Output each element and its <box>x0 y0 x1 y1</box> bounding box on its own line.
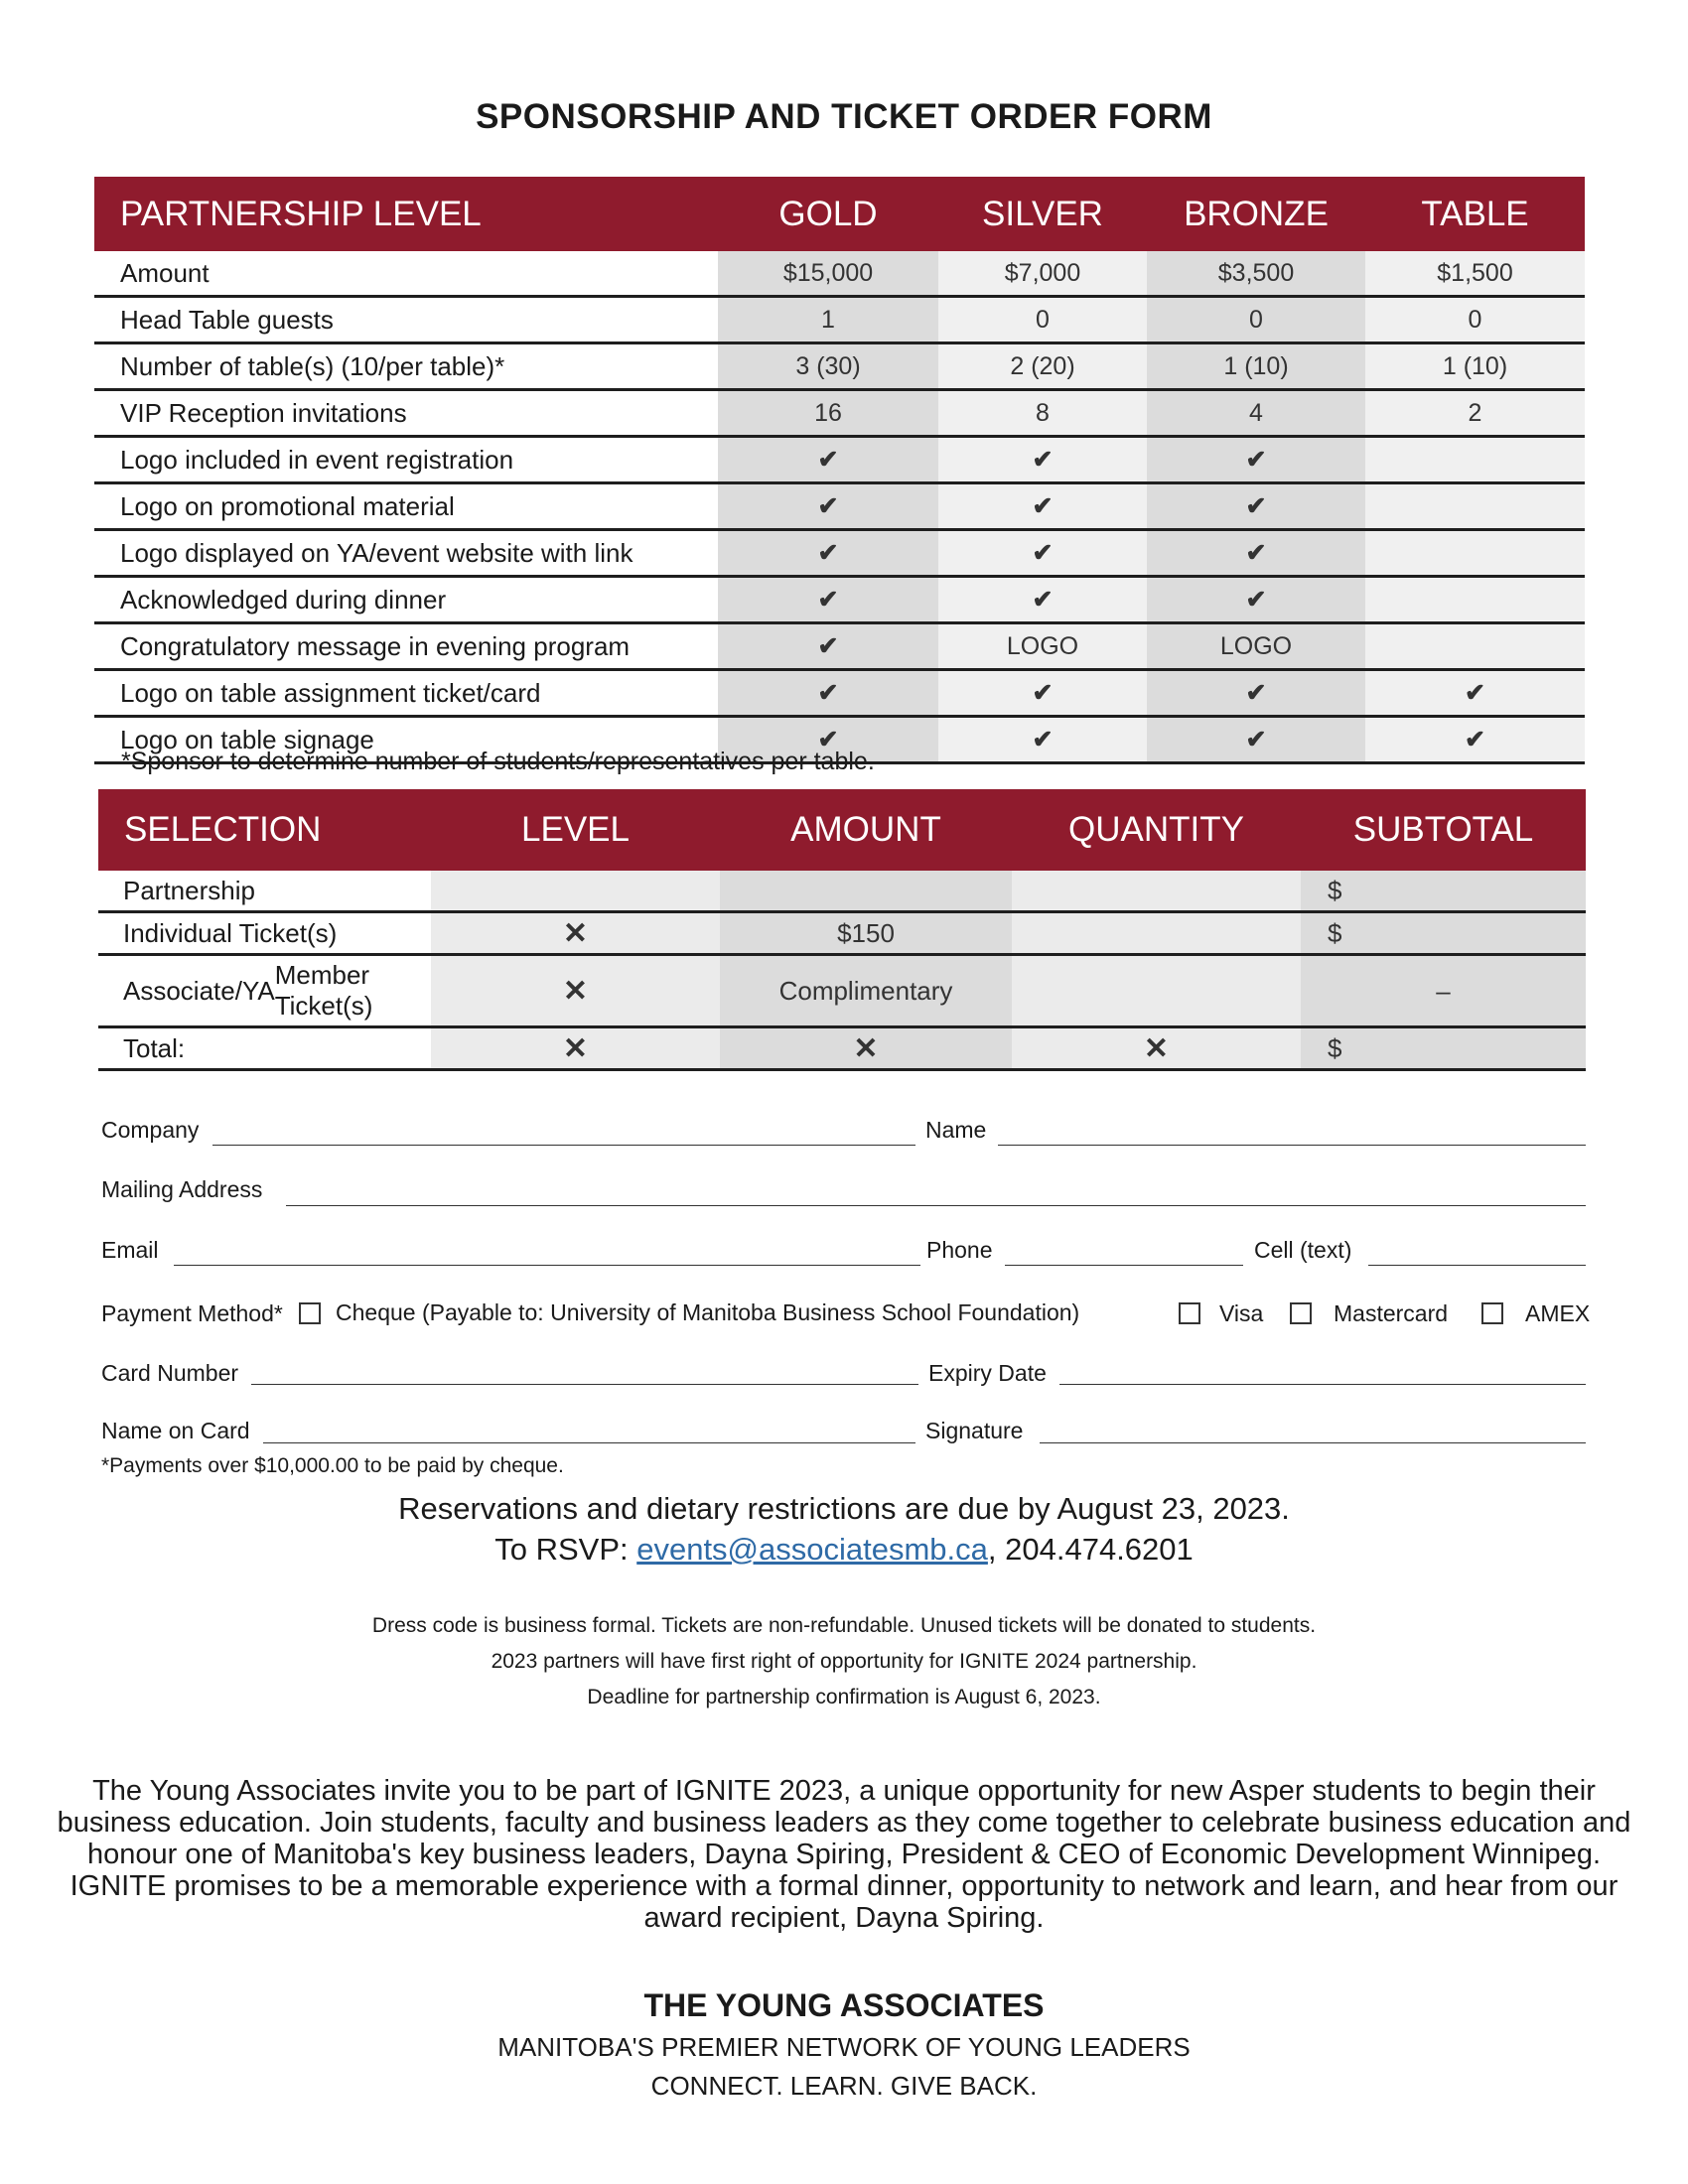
payment-method-label: Payment Method* <box>101 1300 283 1326</box>
amex-checkbox[interactable] <box>1481 1302 1503 1324</box>
checkmark-icon: ✔ <box>718 531 938 575</box>
selection-table <box>98 789 1586 1071</box>
visa-checkbox[interactable] <box>1179 1302 1200 1324</box>
quantity-cell[interactable] <box>1012 913 1301 953</box>
expiry-date-field[interactable] <box>1059 1384 1586 1385</box>
partnership-row-label: Amount <box>94 251 718 295</box>
cell-field[interactable] <box>1368 1265 1586 1266</box>
partnership-row-label: Logo displayed on YA/event website with link <box>94 531 718 575</box>
name-on-card-label: Name on Card <box>101 1418 250 1443</box>
checkmark-icon: ✔ <box>1365 671 1585 715</box>
checkmark-icon: ✔ <box>938 671 1147 715</box>
partnership-row <box>94 438 1585 484</box>
header-subtotal: SUBTOTAL <box>1352 810 1534 849</box>
email-field[interactable] <box>174 1265 920 1266</box>
x-mark-icon: ✕ <box>1012 1028 1301 1068</box>
org-tagline-1: MANITOBA'S PREMIER NETWORK OF YOUNG LEADERS <box>497 2032 1191 2062</box>
subtotal-cell[interactable]: $ <box>1301 1028 1586 1068</box>
row-label: Individual Ticket(s) <box>98 913 431 953</box>
table-value: 2 <box>1365 391 1585 435</box>
partnership-row-label: Logo on table signage <box>94 718 718 761</box>
partnership-row <box>94 484 1585 531</box>
gold-value: 3 (30) <box>718 344 938 388</box>
selection-row-associate <box>98 956 1586 1028</box>
partnership-row <box>94 578 1585 624</box>
visa-label: Visa <box>1219 1300 1264 1326</box>
silver-value: $7,000 <box>938 251 1147 295</box>
silver-value: 2 (20) <box>938 344 1147 388</box>
partnership-table-body <box>94 251 1585 764</box>
phone-label: Phone <box>926 1237 993 1263</box>
event-notes <box>0 1608 1688 1715</box>
expiry-date-label: Expiry Date <box>928 1360 1047 1386</box>
org-name: THE YOUNG ASSOCIATES <box>643 1987 1045 2023</box>
checkmark-icon: ✔ <box>938 484 1147 528</box>
table-footnote: *Sponsor to determine number of students/representatives per table. <box>121 748 875 775</box>
payment-note: *Payments over $10,000.00 to be paid by cheque. <box>101 1454 564 1477</box>
quantity-cell[interactable] <box>1012 956 1301 1025</box>
table-value <box>1365 484 1585 528</box>
selection-row-total <box>98 1028 1586 1071</box>
cheque-checkbox[interactable] <box>299 1302 321 1324</box>
table-value <box>1365 624 1585 668</box>
checkmark-icon: ✔ <box>1147 484 1365 528</box>
subtotal-cell: – <box>1301 956 1586 1025</box>
selection-row-partnership <box>98 871 1586 913</box>
row-label <box>98 956 431 1025</box>
gold-value: 16 <box>718 391 938 435</box>
checkmark-icon: ✔ <box>1147 578 1365 621</box>
row-label: Total: <box>98 1028 431 1068</box>
gold-value: $15,000 <box>718 251 938 295</box>
subtotal-cell[interactable]: $ <box>1301 913 1586 953</box>
bronze-value: 4 <box>1147 391 1365 435</box>
mastercard-label: Mastercard <box>1334 1300 1449 1326</box>
partnership-row <box>94 298 1585 344</box>
intro-paragraph: The Young Associates invite you to be part of IGNITE 2023, a unique opportunity for new Asper students to begin their business education. Join students, faculty and business leaders as they come together to celebrate business education and honour one of Manitoba's key business leaders, Dayna Spiring, President & CEO of Economic Development Winnipeg. IGNITE promises to be a memorable experience with a formal dinner, opportunity to network and learn, and hear from our award recipient, Dayna Spiring. <box>57 1775 1631 1934</box>
partnership-table <box>94 177 1585 764</box>
header-level: LEVEL <box>521 810 630 849</box>
checkmark-icon: ✔ <box>938 718 1147 761</box>
card-number-label: Card Number <box>101 1360 239 1386</box>
partnership-row-label: Head Table guests <box>94 298 718 341</box>
mailing-address-field[interactable] <box>286 1205 1586 1206</box>
header-gold: GOLD <box>778 194 878 233</box>
page-title: SPONSORSHIP AND TICKET ORDER FORM <box>476 97 1212 136</box>
row-label-line1: Associate/YA <box>123 975 275 1006</box>
checkmark-icon: ✔ <box>718 718 938 761</box>
note-deadline: Deadline for partnership confirmation is August 6, 2023. <box>587 1686 1101 1708</box>
mailing-address-label: Mailing Address <box>101 1176 263 1202</box>
row-label-line2: Member Ticket(s) <box>274 960 373 1021</box>
checkmark-icon: ✔ <box>938 578 1147 621</box>
partnership-row <box>94 671 1585 718</box>
subtotal-cell[interactable]: $ <box>1301 871 1586 910</box>
gold-value: 1 <box>718 298 938 341</box>
signature-field[interactable] <box>1040 1442 1586 1443</box>
rsvp-email-link[interactable]: events@associatesmb.ca <box>636 1532 988 1567</box>
partnership-row <box>94 624 1585 671</box>
checkmark-icon: ✔ <box>718 484 938 528</box>
x-mark-icon: ✕ <box>431 913 720 953</box>
level-cell[interactable] <box>431 871 720 910</box>
table-value <box>1365 578 1585 621</box>
header-amount: AMOUNT <box>790 810 941 849</box>
checkmark-icon: ✔ <box>1147 718 1365 761</box>
table-value: 0 <box>1365 298 1585 341</box>
partnership-row <box>94 391 1585 438</box>
amex-label: AMEX <box>1525 1300 1591 1326</box>
bronze-value: 1 (10) <box>1147 344 1365 388</box>
quantity-cell[interactable] <box>1012 871 1301 910</box>
table-value: $1,500 <box>1365 251 1585 295</box>
header-partnership-level: PARTNERSHIP LEVEL <box>120 194 482 233</box>
partnership-row-label: Congratulatory message in evening program <box>94 624 718 668</box>
partnership-table-header <box>94 177 1585 251</box>
company-field[interactable] <box>212 1145 915 1146</box>
cheque-label: Cheque (Payable to: University of Manitoba Business School Foundation) <box>336 1299 1080 1325</box>
company-label: Company <box>101 1117 200 1143</box>
checkmark-icon: ✔ <box>1147 531 1365 575</box>
partnership-row-label: Acknowledged during dinner <box>94 578 718 621</box>
bronze-value: 0 <box>1147 298 1365 341</box>
x-mark-icon: ✕ <box>720 1028 1012 1068</box>
checkmark-icon: ✔ <box>718 624 938 668</box>
phone-field[interactable] <box>1005 1265 1243 1266</box>
x-mark-icon: ✕ <box>431 1028 720 1068</box>
amount-cell[interactable] <box>720 871 1012 910</box>
partnership-row-label: Logo on promotional material <box>94 484 718 528</box>
checkmark-icon: ✔ <box>718 438 938 481</box>
partnership-row <box>94 251 1585 298</box>
header-selection: SELECTION <box>124 810 322 849</box>
selection-row-individual <box>98 913 1586 956</box>
note-dress-code: Dress code is business formal. Tickets are non-refundable. Unused tickets will be donated to students. <box>371 1614 1317 1637</box>
x-mark-icon: ✕ <box>431 956 720 1025</box>
partnership-row <box>94 344 1585 391</box>
rsvp-phone: , 204.474.6201 <box>987 1532 1194 1567</box>
signature-label: Signature <box>925 1418 1024 1443</box>
card-number-field[interactable] <box>251 1384 918 1385</box>
rsvp-deadline: Reservations and dietary restrictions are due by August 23, 2023. <box>398 1491 1290 1526</box>
name-on-card-field[interactable] <box>263 1442 915 1443</box>
note-first-right: 2023 partners will have first right of opportunity for IGNITE 2024 partnership. <box>491 1650 1197 1673</box>
partnership-row <box>94 531 1585 578</box>
silver-value: LOGO <box>938 624 1147 668</box>
bronze-value: LOGO <box>1147 624 1365 668</box>
partnership-row-label: Logo included in event registration <box>94 438 718 481</box>
checkmark-icon: ✔ <box>938 438 1147 481</box>
table-value <box>1365 531 1585 575</box>
checkmark-icon: ✔ <box>1365 718 1585 761</box>
table-value <box>1365 438 1585 481</box>
rsvp-prefix: To RSVP: <box>494 1532 637 1567</box>
footer <box>0 1987 1688 2102</box>
silver-value: 0 <box>938 298 1147 341</box>
partnership-row-label: VIP Reception invitations <box>94 391 718 435</box>
silver-value: 8 <box>938 391 1147 435</box>
header-bronze: BRONZE <box>1184 194 1329 233</box>
amount-cell: $150 <box>720 913 1012 953</box>
row-label: Partnership <box>98 871 431 910</box>
checkmark-icon: ✔ <box>718 578 938 621</box>
header-table: TABLE <box>1421 194 1529 233</box>
partnership-row-label: Logo on table assignment ticket/card <box>94 671 718 715</box>
checkmark-icon: ✔ <box>938 531 1147 575</box>
selection-table-header <box>98 789 1586 871</box>
header-silver: SILVER <box>982 194 1103 233</box>
header-quantity: QUANTITY <box>1068 810 1244 849</box>
amount-cell: Complimentary <box>720 956 1012 1025</box>
email-label: Email <box>101 1237 159 1263</box>
checkmark-icon: ✔ <box>718 671 938 715</box>
bronze-value: $3,500 <box>1147 251 1365 295</box>
partnership-row-label: Number of table(s) (10/per table)* <box>94 344 718 388</box>
table-value: 1 (10) <box>1365 344 1585 388</box>
rsvp-contact <box>0 1532 1688 1568</box>
name-field[interactable] <box>998 1145 1586 1146</box>
checkmark-icon: ✔ <box>1147 438 1365 481</box>
name-label: Name <box>925 1117 987 1143</box>
cell-label: Cell (text) <box>1254 1237 1352 1263</box>
org-tagline-2: CONNECT. LEARN. GIVE BACK. <box>650 2071 1038 2101</box>
mastercard-checkbox[interactable] <box>1290 1302 1312 1324</box>
checkmark-icon: ✔ <box>1147 671 1365 715</box>
